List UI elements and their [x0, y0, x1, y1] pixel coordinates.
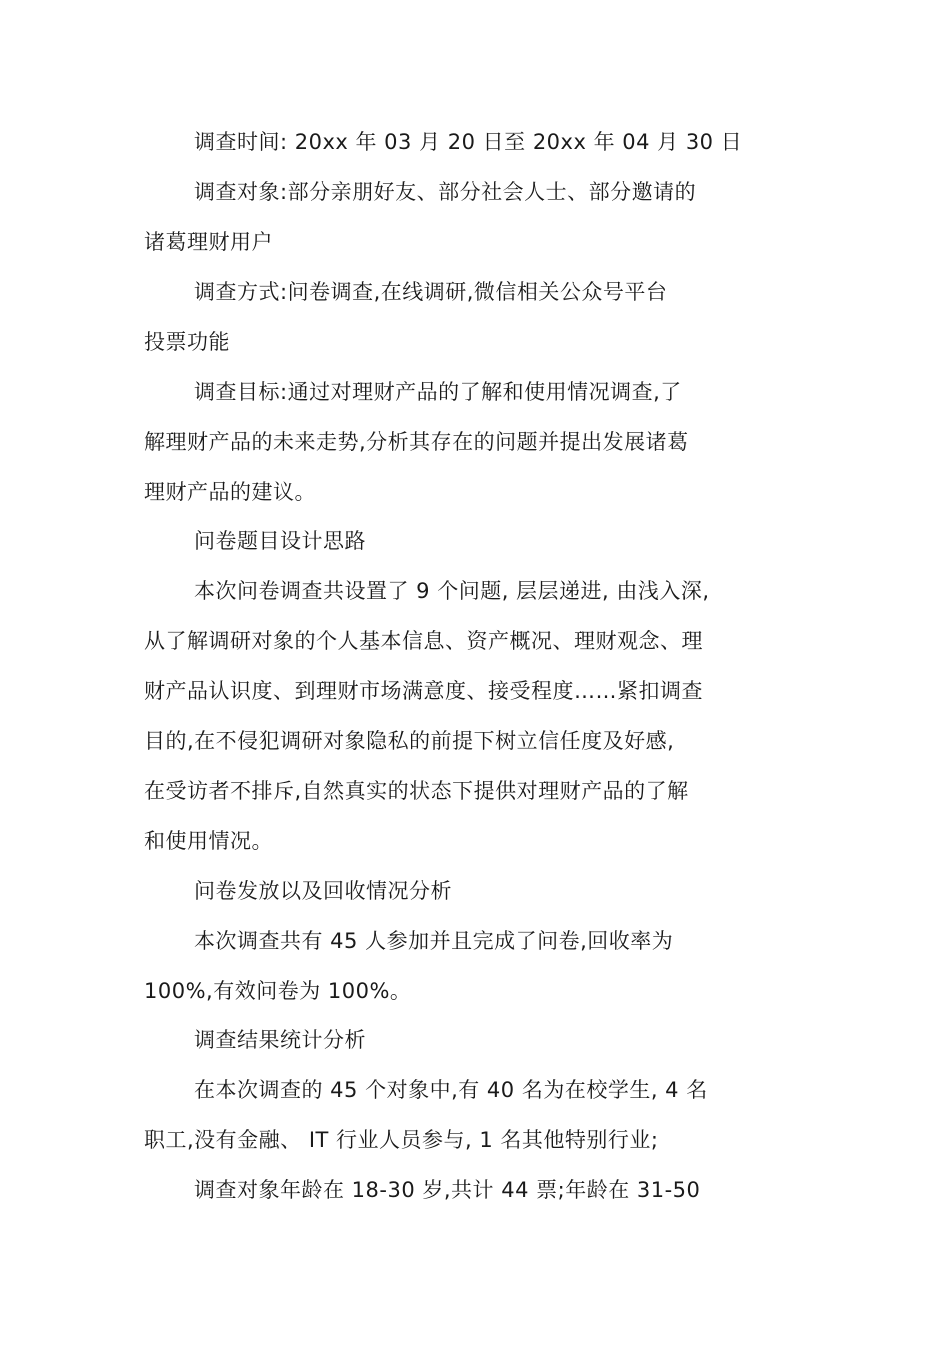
design-paragraph-line-4: 目的,在不侵犯调研对象隐私的前提下树立信任度及好感, [144, 729, 675, 753]
survey-goal-continued-1: 解理财产品的未来走势,分析其存在的问题并提出发展诸葛 [144, 430, 689, 454]
survey-time-line: 调查时间: 20xx 年 03 月 20 日至 20xx 年 04 月 30 日 [194, 130, 743, 154]
results-paragraph-line-3: 调查对象年龄在 18-30 岁,共计 44 票;年龄在 31-50 [194, 1178, 701, 1202]
design-paragraph-line-3: 财产品认识度、到理财市场满意度、接受程度……紧扣调查 [144, 679, 703, 703]
survey-subject-line: 调查对象:部分亲朋好友、部分社会人士、部分邀请的 [194, 180, 697, 204]
section-heading-design: 问卷题目设计思路 [194, 529, 366, 553]
results-paragraph-line-1: 在本次调查的 45 个对象中,有 40 名为在校学生, 4 名 [194, 1078, 708, 1102]
survey-goal-continued-2: 理财产品的建议。 [144, 480, 316, 504]
design-paragraph-line-2: 从了解调研对象的个人基本信息、资产概况、理财观念、理 [144, 629, 703, 653]
section-heading-distribution: 问卷发放以及回收情况分析 [194, 879, 452, 903]
design-paragraph-line-1: 本次问卷调查共设置了 9 个问题, 层层递进, 由浅入深, [194, 579, 710, 603]
survey-goal-line: 调查目标:通过对理财产品的了解和使用情况调查,了 [194, 380, 682, 404]
distribution-paragraph-line-1: 本次调查共有 45 人参加并且完成了问卷,回收率为 [194, 929, 674, 953]
survey-method-continued: 投票功能 [144, 330, 230, 354]
survey-method-line: 调查方式:问卷调查,在线调研,微信相关公众号平台 [194, 280, 668, 304]
survey-subject-continued: 诸葛理财用户 [144, 230, 273, 254]
results-paragraph-line-2: 职工,没有金融、 IT 行业人员参与, 1 名其他特别行业; [144, 1128, 659, 1152]
section-heading-results: 调查结果统计分析 [194, 1028, 366, 1052]
design-paragraph-line-5: 在受访者不排斥,自然真实的状态下提供对理财产品的了解 [144, 779, 689, 803]
distribution-paragraph-line-2: 100%,有效问卷为 100%。 [144, 979, 412, 1003]
design-paragraph-line-6: 和使用情况。 [144, 829, 273, 853]
